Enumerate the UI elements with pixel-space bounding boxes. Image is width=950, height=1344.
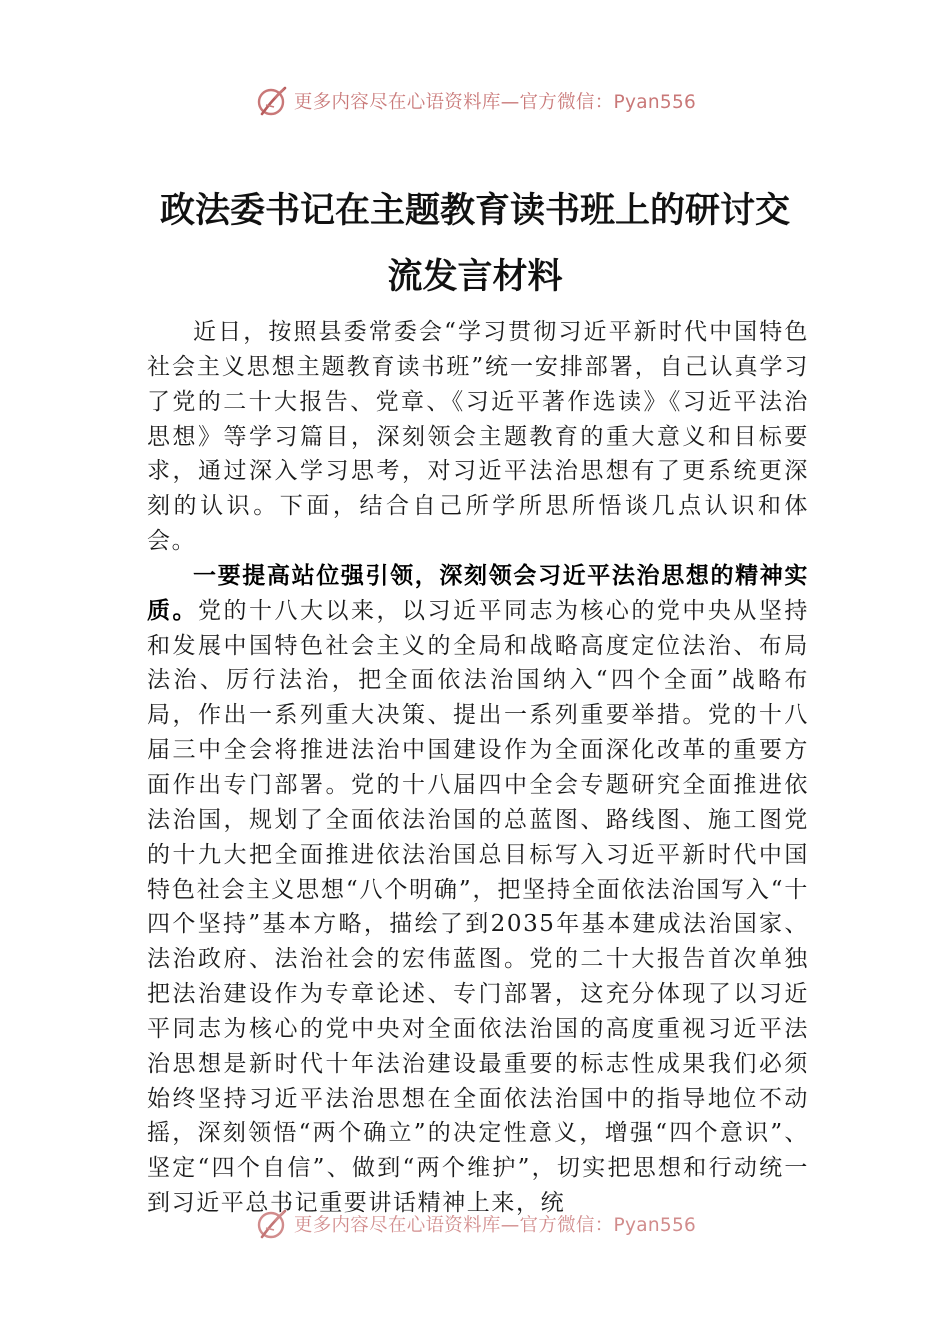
document-title-line-2: 流发言材料 bbox=[387, 256, 563, 297]
document-title-line-1: 政法委书记在主题教育读书班上的研讨交 bbox=[159, 190, 790, 231]
feather-logo-icon bbox=[254, 84, 288, 118]
paragraph-intro-text: 近日，按照县委常委会“学习贯彻习近平新时代中国特色社会主义思想主题教育读书班”统一安排部署，自己认真学习了党的二十大报告、党章、《习近平著作选读》《习近平法治思想》等学习篇目，深刻领会主题教育的重大意义和目标要求，通过深入学习思考，对习近平法治思想有了更系统更深刻的认识。下面，结合自己所学所思所悟谈几点认识和体会。 bbox=[147, 319, 809, 555]
paragraph-intro bbox=[147, 315, 809, 559]
watermark-header bbox=[0, 84, 950, 118]
paragraph-point-one-heading: 一要提高站位强引领，深刻领会习近平法治思想的精神实质。 bbox=[147, 561, 809, 624]
paragraph-point-one-text: 党的十八大以来，以习近平同志为核心的党中央从坚持和发展中国特色社会主义的全局和战略高度定位法治、布局法治、厉行法治，把全面依法治国纳入“四个全面”战略布局，作出一系列重大决策、提出一系列重要举措。党的十八届三中全会将推进法治中国建设作为全面深化改革的重要方面作出专门部署。党的十八届四中全会专题研究全面推进依法治国，规划了全面依法治国的总蓝图、路线图、施工图党的十九大把全面推进依法治国总目标写入习近平新时代中国特色社会主义思想“八个明确”，把坚持全面依法治国写入“十四个坚持”基本方略，描绘了到2035年基本建成法治国家、法治政府、法治社会的宏伟蓝图。党的二十大报告首次单独把法治建设作为专章论述、专门部署，这充分体现了以习近平同志为核心的党中央对全面依法治国的高度重视习近平法治思想是新时代十年法治建设最重要的标志性成果我们必须始终坚持习近平法治思想在全面依法治国中的指导地位不动摇，深刻领悟“两个确立”的决定性意义，增强“四个意识”、坚定“四个自信”、做到“两个维护”，切实把思想和行动统一到习近平总书记重要讲话精神上来，统 bbox=[147, 597, 809, 1217]
document-body bbox=[147, 315, 809, 1218]
feather-logo-icon bbox=[254, 1207, 288, 1241]
paragraph-point-one bbox=[147, 559, 809, 1218]
watermark-text: 更多内容尽在心语资料库—官方微信：Pyan556 bbox=[293, 1215, 697, 1236]
watermark-footer bbox=[0, 1207, 950, 1241]
watermark-text: 更多内容尽在心语资料库—官方微信：Pyan556 bbox=[293, 92, 697, 113]
